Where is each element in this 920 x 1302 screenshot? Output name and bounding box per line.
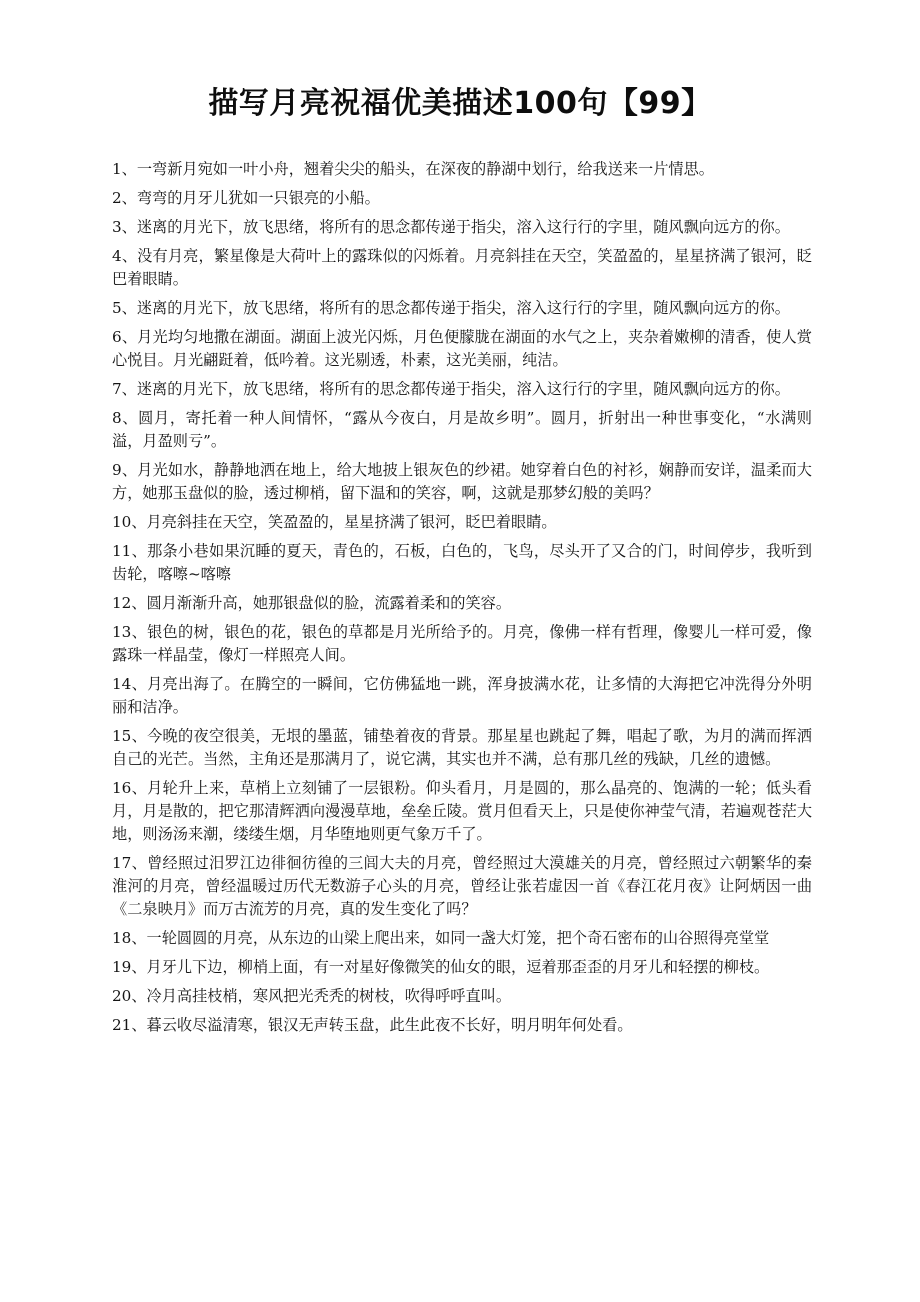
list-item: 11、那条小巷如果沉睡的夏天，青色的，石板，白色的，飞鸟，尽头开了又合的门，时间停步，我听到齿轮，喀嚓~喀嚓	[112, 542, 812, 583]
list-item: 19、月牙儿下边，柳梢上面，有一对星好像微笑的仙女的眼，逗着那歪歪的月牙儿和轻摆的柳枝。	[112, 958, 770, 976]
list-item: 14、月亮出海了。在腾空的一瞬间，它仿佛猛地一跳，浑身披满水花，让多情的大海把它冲洗得分外明丽和洁净。	[112, 675, 812, 716]
list-item: 16、月轮升上来，草梢上立刻铺了一层银粉。仰头看月，月是圆的，那么晶亮的、饱满的一轮；低头看月，月是散的，把它那清辉洒向漫漫草地，垒垒丘陵。赏月但看天上，只是使你神莹气清，若遍观苍茫大地，则汤汤来潮，缕缕生烟，月华堕地则更气象万千了。	[112, 779, 812, 843]
list-item: 6、月光均匀地撒在湖面。湖面上波光闪烁，月色便朦胧在湖面的水气之上，夹杂着嫩柳的清香，使人赏心悦目。月光翩跹着，低吟着。这光剔透，朴素，这光美丽，纯洁。	[112, 328, 812, 369]
list-item: 9、月光如水，静静地洒在地上，给大地披上银灰色的纱裙。她穿着白色的衬衫，娴静而安详，温柔而大方，她那玉盘似的脸，透过柳梢，留下温和的笑容，啊，这就是那梦幻般的美吗？	[112, 461, 812, 502]
document-title: 描写月亮祝福优美描述100句【99】	[208, 86, 712, 121]
list-item: 5、迷离的月光下，放飞思绪，将所有的思念都传递于指尖，溶入这行行的字里，随风飘向远方的你。	[112, 299, 790, 317]
list-item: 15、今晚的夜空很美，无垠的墨蓝，铺垫着夜的背景。那星星也跳起了舞，唱起了歌，为月的满而挥洒自己的光芒。当然，主角还是那满月了，说它满，其实也并不满，总有那几丝的残缺，几丝的遗憾。	[112, 727, 812, 768]
list-item: 18、一轮圆圆的月亮，从东边的山梁上爬出来，如同一盏大灯笼，把个奇石密布的山谷照得亮堂堂	[112, 929, 770, 947]
list-item: 1、一弯新月宛如一叶小舟，翘着尖尖的船头，在深夜的静湖中划行，给我送来一片情思。	[112, 160, 714, 178]
list-item: 8、圆月，寄托着一种人间情怀，“露从今夜白，月是故乡明”。圆月，折射出一种世事变化，“水满则溢，月盈则亏”。	[112, 409, 812, 450]
list-item: 13、银色的树，银色的花，银色的草都是月光所给予的。月亮，像佛一样有哲理，像婴儿一样可爱，像露珠一样晶莹，像灯一样照亮人间。	[112, 623, 812, 664]
list-item: 21、暮云收尽溢清寒，银汉无声转玉盘，此生此夜不长好，明月明年何处看。	[112, 1016, 633, 1034]
sentence-list	[112, 158, 812, 1043]
list-item: 17、曾经照过汨罗江边徘徊彷徨的三闾大夫的月亮，曾经照过大漠雄关的月亮，曾经照过六朝繁华的秦淮河的月亮，曾经温暖过历代无数游子心头的月亮，曾经让张若虚因一首《春江花月夜》让阿炳因一曲《二泉映月》而万古流芳的月亮，真的发生变化了吗？	[112, 854, 812, 918]
list-item: 12、圆月渐渐升高，她那银盘似的脸，流露着柔和的笑容。	[112, 594, 512, 612]
list-item: 3、迷离的月光下，放飞思绪，将所有的思念都传递于指尖，溶入这行行的字里，随风飘向远方的你。	[112, 218, 790, 236]
list-item: 7、迷离的月光下，放飞思绪，将所有的思念都传递于指尖，溶入这行行的字里，随风飘向远方的你。	[112, 380, 790, 398]
list-item: 10、月亮斜挂在天空，笑盈盈的，星星挤满了银河，眨巴着眼睛。	[112, 513, 557, 531]
list-item: 20、冷月高挂枝梢，寒风把光秃秃的树枝，吹得呼呼直叫。	[112, 987, 512, 1005]
list-item: 4、没有月亮，繁星像是大荷叶上的露珠似的闪烁着。月亮斜挂在天空，笑盈盈的，星星挤满了银河，眨巴着眼睛。	[112, 247, 812, 288]
list-item: 2、弯弯的月牙儿犹如一只银亮的小船。	[112, 189, 380, 207]
